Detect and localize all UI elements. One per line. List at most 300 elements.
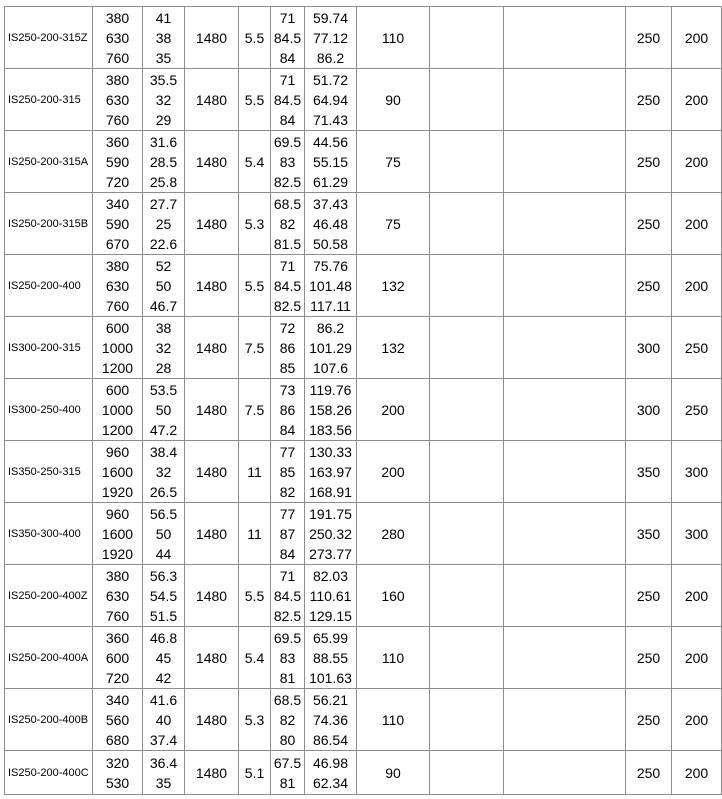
efficiency-value: 81.5 [273,235,302,252]
flow-cell [93,503,143,565]
shaft-power-value: 86.54 [312,731,349,748]
pump-spec-table [4,6,722,795]
flow-cell [93,255,143,317]
shaft-power-value: 82.03 [312,567,349,584]
outlet-diameter-cell: 200 [672,193,722,255]
flow-cell [93,565,143,627]
shaft-power-cell [305,627,357,689]
empty-cell [430,627,504,689]
inlet-diameter-cell: 250 [626,627,672,689]
shaft-power-value: 163.97 [309,463,352,480]
model-cell: IS300-250-400 [5,379,93,441]
empty-cell [504,751,626,795]
shaft-power-value: 77.12 [312,29,349,46]
flow-value: 1600 [101,525,134,542]
head-value: 28 [155,359,172,376]
shaft-power-value: 183.56 [309,421,352,438]
head-value: 47.2 [149,421,178,438]
head-cell [143,193,185,255]
inlet-diameter-cell: 250 [626,193,672,255]
head-value: 38 [155,319,172,336]
flow-cell [93,751,143,795]
speed-cell: 1480 [185,627,239,689]
efficiency-cell [271,565,305,627]
motor-power-cell: 280 [357,503,430,565]
inlet-diameter-cell: 250 [626,255,672,317]
shaft-power-value: 62.34 [312,774,349,791]
outlet-diameter-cell: 200 [672,131,722,193]
empty-cell [504,131,626,193]
flow-value: 1200 [101,421,134,438]
motor-power-cell: 132 [357,317,430,379]
npsh-cell: 5.5 [239,565,271,627]
shaft-power-cell [305,503,357,565]
motor-power-cell: 75 [357,131,430,193]
head-cell [143,627,185,689]
shaft-power-cell [305,69,357,131]
npsh-cell: 11 [239,441,271,503]
npsh-cell: 5.5 [239,69,271,131]
empty-cell [430,565,504,627]
flow-value: 630 [105,91,130,108]
head-value: 53.5 [149,381,178,398]
model-cell: IS250-200-315B [5,193,93,255]
inlet-diameter-cell: 250 [626,131,672,193]
model-cell: IS300-200-315 [5,317,93,379]
speed-cell: 1480 [185,7,239,69]
flow-value: 590 [105,215,130,232]
model-cell: IS250-200-400B [5,689,93,751]
empty-cell [430,69,504,131]
head-cell [143,565,185,627]
table-row [5,441,722,503]
empty-cell [504,441,626,503]
npsh-cell: 5.4 [239,627,271,689]
inlet-diameter-cell: 300 [626,379,672,441]
shaft-power-value: 119.76 [309,381,352,398]
shaft-power-value: 250.32 [309,525,352,542]
table-body [5,7,722,795]
head-value: 46.8 [149,629,178,646]
inlet-diameter-cell: 300 [626,317,672,379]
efficiency-value: 82.5 [273,297,302,314]
outlet-diameter-cell: 200 [672,751,722,795]
shaft-power-value: 37.43 [312,195,349,212]
flow-cell [93,441,143,503]
speed-cell: 1480 [185,503,239,565]
shaft-power-value: 117.11 [310,297,351,314]
flow-value: 630 [105,277,130,294]
head-value: 56.5 [149,505,178,522]
flow-value: 1000 [101,339,134,356]
head-value: 56.3 [149,567,178,584]
efficiency-value: 82 [279,711,296,728]
inlet-diameter-cell: 250 [626,689,672,751]
motor-power-cell: 200 [357,441,430,503]
shaft-power-cell [305,255,357,317]
efficiency-value: 71 [279,257,296,274]
head-value: 26.5 [149,483,178,500]
efficiency-cell [271,751,305,795]
shaft-power-value: 44.56 [312,133,349,150]
npsh-cell: 11 [239,503,271,565]
empty-cell [504,689,626,751]
outlet-diameter-cell: 200 [672,255,722,317]
empty-cell [504,627,626,689]
flow-value: 360 [105,629,130,646]
efficiency-value: 86 [279,401,296,418]
empty-cell [430,751,504,795]
outlet-diameter-cell: 200 [672,69,722,131]
shaft-power-value: 101.48 [309,277,352,294]
npsh-cell: 5.5 [239,255,271,317]
shaft-power-value: 101.29 [309,339,352,356]
efficiency-value: 84.5 [273,277,302,294]
head-cell [143,751,185,795]
head-value: 28.5 [149,153,178,170]
flow-cell [93,7,143,69]
efficiency-value: 67.5 [273,754,302,771]
empty-cell [430,441,504,503]
flow-value: 760 [105,111,130,128]
model-cell: IS250-200-315A [5,131,93,193]
shaft-power-value: 65.99 [312,629,349,646]
shaft-power-value: 107.6 [312,359,349,376]
flow-cell [93,131,143,193]
head-value: 25 [155,215,172,232]
empty-cell [504,317,626,379]
head-cell [143,689,185,751]
empty-cell [430,7,504,69]
efficiency-value: 73 [279,381,296,398]
efficiency-cell [271,441,305,503]
efficiency-value: 69.5 [273,133,302,150]
head-value: 52 [155,257,172,274]
flow-value: 340 [105,691,130,708]
inlet-diameter-cell: 350 [626,441,672,503]
efficiency-value: 84.5 [273,587,302,604]
shaft-power-cell [305,751,357,795]
outlet-diameter-cell: 250 [672,379,722,441]
empty-cell [504,7,626,69]
head-value: 36.4 [149,754,178,771]
model-cell: IS250-200-315Z [5,7,93,69]
empty-cell [504,193,626,255]
head-value: 35 [155,774,172,791]
outlet-diameter-cell: 200 [672,565,722,627]
flow-value: 1600 [101,463,134,480]
model-cell: IS350-300-400 [5,503,93,565]
efficiency-cell [271,627,305,689]
flow-value: 960 [105,443,130,460]
shaft-power-value: 74.36 [312,711,349,728]
flow-value: 1920 [101,483,134,500]
head-cell [143,7,185,69]
efficiency-value: 82 [279,483,296,500]
speed-cell: 1480 [185,69,239,131]
speed-cell: 1480 [185,751,239,795]
shaft-power-value: 168.91 [309,483,352,500]
efficiency-value: 84 [279,111,296,128]
flow-value: 530 [105,774,130,791]
table-row [5,565,722,627]
shaft-power-value: 59.74 [312,9,349,26]
npsh-cell: 5.4 [239,131,271,193]
shaft-power-cell [305,689,357,751]
efficiency-value: 77 [279,505,296,522]
flow-value: 380 [105,71,130,88]
flow-cell [93,69,143,131]
head-value: 41.6 [149,691,178,708]
efficiency-value: 87 [279,525,296,542]
shaft-power-value: 55.15 [312,153,349,170]
table-row [5,751,722,795]
table-row [5,255,722,317]
shaft-power-cell [305,441,357,503]
outlet-diameter-cell: 200 [672,7,722,69]
shaft-power-value: 158.26 [309,401,352,418]
shaft-power-value: 130.33 [309,443,352,460]
shaft-power-cell [305,193,357,255]
head-value: 37.4 [149,731,178,748]
shaft-power-value: 110.61 [309,587,352,604]
efficiency-value: 85 [279,463,296,480]
shaft-power-cell [305,379,357,441]
efficiency-value: 84.5 [273,91,302,108]
shaft-power-value: 61.29 [312,173,349,190]
efficiency-value: 71 [279,9,296,26]
inlet-diameter-cell: 250 [626,565,672,627]
head-value: 22.6 [149,235,178,252]
flow-value: 360 [105,133,130,150]
flow-cell [93,627,143,689]
motor-power-cell: 90 [357,69,430,131]
efficiency-value: 82 [279,215,296,232]
efficiency-value: 77 [279,443,296,460]
outlet-diameter-cell: 300 [672,503,722,565]
table-row [5,379,722,441]
outlet-diameter-cell: 250 [672,317,722,379]
head-cell [143,379,185,441]
efficiency-value: 86 [279,339,296,356]
model-cell: IS350-250-315 [5,441,93,503]
efficiency-value: 71 [279,567,296,584]
shaft-power-value: 46.98 [312,754,349,771]
table-row [5,131,722,193]
efficiency-cell [271,255,305,317]
speed-cell: 1480 [185,193,239,255]
motor-power-cell: 110 [357,7,430,69]
efficiency-value: 81 [279,774,296,791]
empty-cell [430,689,504,751]
flow-value: 720 [105,669,130,686]
outlet-diameter-cell: 200 [672,627,722,689]
flow-value: 560 [105,711,130,728]
speed-cell: 1480 [185,689,239,751]
speed-cell: 1480 [185,255,239,317]
head-cell [143,441,185,503]
inlet-diameter-cell: 250 [626,7,672,69]
head-value: 42 [155,669,172,686]
head-value: 51.5 [149,607,178,624]
efficiency-value: 85 [279,359,296,376]
flow-value: 1000 [101,401,134,418]
head-value: 35 [155,49,172,66]
empty-cell [504,255,626,317]
table-row [5,689,722,751]
flow-value: 380 [105,567,130,584]
table-row [5,193,722,255]
efficiency-value: 82.5 [273,607,302,624]
head-value: 38.4 [149,443,178,460]
motor-power-cell: 75 [357,193,430,255]
speed-cell: 1480 [185,379,239,441]
empty-cell [504,503,626,565]
head-cell [143,69,185,131]
shaft-power-value: 129.15 [309,607,352,624]
npsh-cell: 5.1 [239,751,271,795]
head-value: 45 [155,649,172,666]
efficiency-cell [271,193,305,255]
flow-cell [93,193,143,255]
head-value: 41 [155,9,172,26]
head-value: 25.8 [149,173,178,190]
head-cell [143,503,185,565]
head-value: 50 [155,401,172,418]
empty-cell [430,193,504,255]
model-cell: IS250-200-400Z [5,565,93,627]
motor-power-cell: 110 [357,627,430,689]
flow-value: 600 [105,319,130,336]
motor-power-cell: 200 [357,379,430,441]
shaft-power-cell [305,7,357,69]
head-value: 29 [155,111,172,128]
efficiency-cell [271,7,305,69]
efficiency-value: 84 [279,421,296,438]
head-value: 27.7 [149,195,178,212]
head-value: 31.6 [149,133,178,150]
flow-value: 320 [105,754,130,771]
flow-value: 380 [105,257,130,274]
shaft-power-value: 64.94 [312,91,349,108]
shaft-power-value: 71.43 [312,111,349,128]
flow-cell [93,379,143,441]
flow-value: 600 [105,381,130,398]
motor-power-cell: 110 [357,689,430,751]
motor-power-cell: 160 [357,565,430,627]
table-row [5,627,722,689]
efficiency-cell [271,689,305,751]
npsh-cell: 7.5 [239,317,271,379]
shaft-power-value: 46.48 [312,215,349,232]
shaft-power-value: 75.76 [312,257,349,274]
flow-value: 680 [105,731,130,748]
shaft-power-value: 51.72 [312,71,349,88]
npsh-cell: 7.5 [239,379,271,441]
flow-value: 670 [105,235,130,252]
speed-cell: 1480 [185,317,239,379]
efficiency-value: 68.5 [273,691,302,708]
head-value: 44 [155,545,172,562]
empty-cell [430,255,504,317]
head-cell [143,131,185,193]
inlet-diameter-cell: 250 [626,69,672,131]
npsh-cell: 5.3 [239,193,271,255]
flow-value: 760 [105,297,130,314]
head-value: 35.5 [149,71,178,88]
shaft-power-cell [305,131,357,193]
efficiency-value: 84 [279,545,296,562]
empty-cell [504,565,626,627]
efficiency-cell [271,317,305,379]
efficiency-value: 84.5 [273,29,302,46]
model-cell: IS250-200-315 [5,69,93,131]
shaft-power-value: 273.77 [309,545,352,562]
flow-value: 630 [105,587,130,604]
head-value: 32 [155,339,172,356]
efficiency-value: 71 [279,71,296,88]
flow-value: 600 [105,649,130,666]
shaft-power-value: 191.75 [309,505,352,522]
flow-cell [93,689,143,751]
speed-cell: 1480 [185,441,239,503]
speed-cell: 1480 [185,565,239,627]
empty-cell [430,317,504,379]
head-value: 46.7 [149,297,178,314]
table-row [5,69,722,131]
table-row [5,317,722,379]
flow-value: 340 [105,195,130,212]
shaft-power-cell [305,565,357,627]
table-row [5,7,722,69]
head-value: 32 [155,463,172,480]
shaft-power-value: 50.58 [312,235,349,252]
empty-cell [430,131,504,193]
head-cell [143,255,185,317]
model-cell: IS250-200-400 [5,255,93,317]
outlet-diameter-cell: 200 [672,689,722,751]
flow-value: 1920 [101,545,134,562]
motor-power-cell: 90 [357,751,430,795]
speed-cell: 1480 [185,131,239,193]
motor-power-cell: 132 [357,255,430,317]
shaft-power-value: 86.2 [316,49,345,66]
empty-cell [430,503,504,565]
shaft-power-value: 88.55 [312,649,349,666]
efficiency-value: 68.5 [273,195,302,212]
model-cell: IS250-200-400C [5,751,93,795]
head-value: 40 [155,711,172,728]
efficiency-cell [271,379,305,441]
inlet-diameter-cell: 350 [626,503,672,565]
shaft-power-value: 86.2 [316,319,345,336]
flow-value: 380 [105,9,130,26]
flow-value: 630 [105,29,130,46]
efficiency-value: 82.5 [273,173,302,190]
model-cell: IS250-200-400A [5,627,93,689]
efficiency-cell [271,503,305,565]
flow-cell [93,317,143,379]
inlet-diameter-cell: 250 [626,751,672,795]
efficiency-value: 83 [279,649,296,666]
efficiency-value: 83 [279,153,296,170]
efficiency-cell [271,69,305,131]
efficiency-value: 81 [279,669,296,686]
efficiency-value: 72 [279,319,296,336]
npsh-cell: 5.3 [239,689,271,751]
outlet-diameter-cell: 300 [672,441,722,503]
flow-value: 1200 [101,359,134,376]
